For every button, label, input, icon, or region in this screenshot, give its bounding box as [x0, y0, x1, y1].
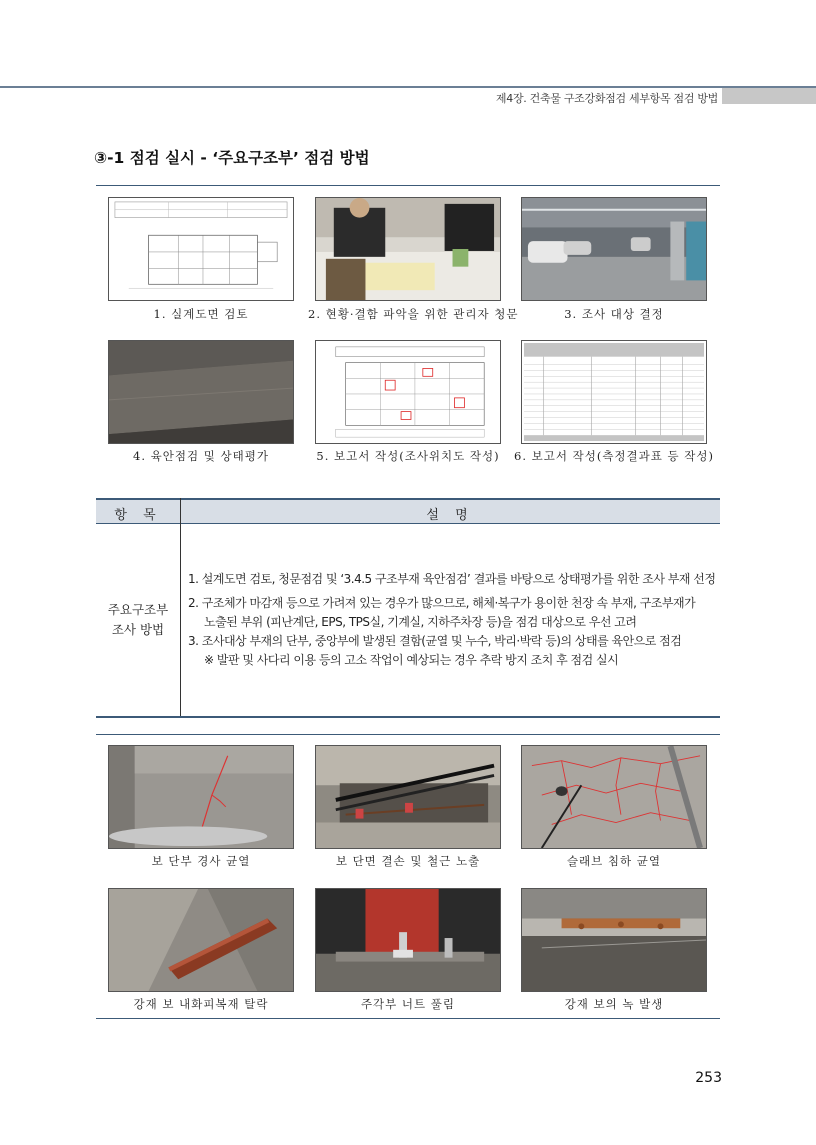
bottom-photo-caption-3: 슬래브 침하 균열	[566, 854, 662, 868]
row-label-line-2: 조사 방법	[111, 622, 165, 637]
survey-location-map-icon	[315, 340, 501, 444]
row-label-line-1: 주요구조부	[107, 602, 169, 617]
floor-plan-drawing-icon	[108, 197, 294, 301]
top-photo-caption-6: 6. 보고서 작성(측정결과표 등 작성)	[514, 449, 714, 463]
table-column-divider	[180, 498, 181, 718]
bottom-photos-rule-top	[96, 734, 720, 735]
top-photo-caption-4: 4. 육안점검 및 상태평가	[133, 449, 269, 463]
description-item-1: 1. 설계도면 검토, 청문점검 및 ‘3.4.5 구조부재 육안점검’ 결과를 바탕으로 상태평가를 위한 조사 부재 선정	[188, 572, 716, 586]
slab-crack-icon	[521, 745, 707, 849]
top-photo-caption-3: 3. 조사 대상 결정	[564, 307, 664, 321]
chapter-title: 제4장. 건축물 구조강화점검 세부항목 점검 방법	[495, 92, 718, 105]
section-title: ③-1 점검 실시 - ‘주요구조부’ 점검 방법	[94, 149, 370, 167]
measurement-table-icon	[521, 340, 707, 444]
bottom-photos-rule-bottom	[96, 1018, 720, 1019]
top-photo-caption-1: 1. 실계도면 검토	[153, 307, 249, 321]
top-photo-caption-2: 2. 현황·결함 파악을 위한 관리자 청문	[308, 307, 519, 321]
page-number: 253	[695, 1070, 722, 1086]
description-item-2-continuation: 노출된 부위 (피난계단, EPS, TPS실, 기계실, 지하주차장 등)을 점검 대상으로 우선 고려	[204, 615, 637, 629]
description-item-2: 2. 구조체가 마감재 등으로 가려져 있는 경우가 많으므로, 해체·복구가 용이한 천장 속 부재, 구조부재가	[188, 596, 696, 610]
table-header	[96, 498, 720, 524]
rebar-exposure-icon	[315, 745, 501, 849]
description-list	[188, 570, 718, 670]
bottom-photo-caption-2: 보 단면 결손 및 철근 노출	[335, 854, 481, 868]
table-bottom-rule	[96, 716, 720, 718]
interview-meeting-icon	[315, 197, 501, 301]
beam-crack-icon	[108, 745, 294, 849]
rusted-steel-icon	[521, 888, 707, 992]
row-label	[96, 600, 180, 640]
header-item: 항 목	[114, 508, 162, 523]
loose-nut-icon	[315, 888, 501, 992]
chapter-header	[0, 88, 816, 106]
header-description: 설 명	[426, 508, 474, 523]
concrete-beam-icon	[108, 340, 294, 444]
bottom-photo-caption-4: 강재 보 내화피복재 탈락	[133, 997, 269, 1011]
fireproofing-loss-icon	[108, 888, 294, 992]
description-item-3: 3. 조사대상 부재의 단부, 중앙부에 발생된 결함(균열 및 누수, 박리·박락 등)의 상태를 육안으로 점검	[188, 634, 682, 648]
bottom-photo-caption-5: 주각부 너트 풀림	[360, 997, 456, 1011]
top-photo-caption-5: 5. 보고서 작성(조사위치도 작성)	[316, 449, 500, 463]
bottom-photo-caption-1: 보 단부 경사 균열	[151, 854, 251, 868]
bottom-photo-caption-6: 강재 보의 녹 발생	[564, 997, 664, 1011]
safety-note: ※ 발판 및 사다리 이용 등의 고소 작업이 예상되는 경우 추락 방지 조치 후 점검 실시	[204, 653, 619, 667]
parking-garage-icon	[521, 197, 707, 301]
top-photos-rule-top	[96, 185, 720, 186]
chapter-tab-block	[722, 88, 816, 104]
